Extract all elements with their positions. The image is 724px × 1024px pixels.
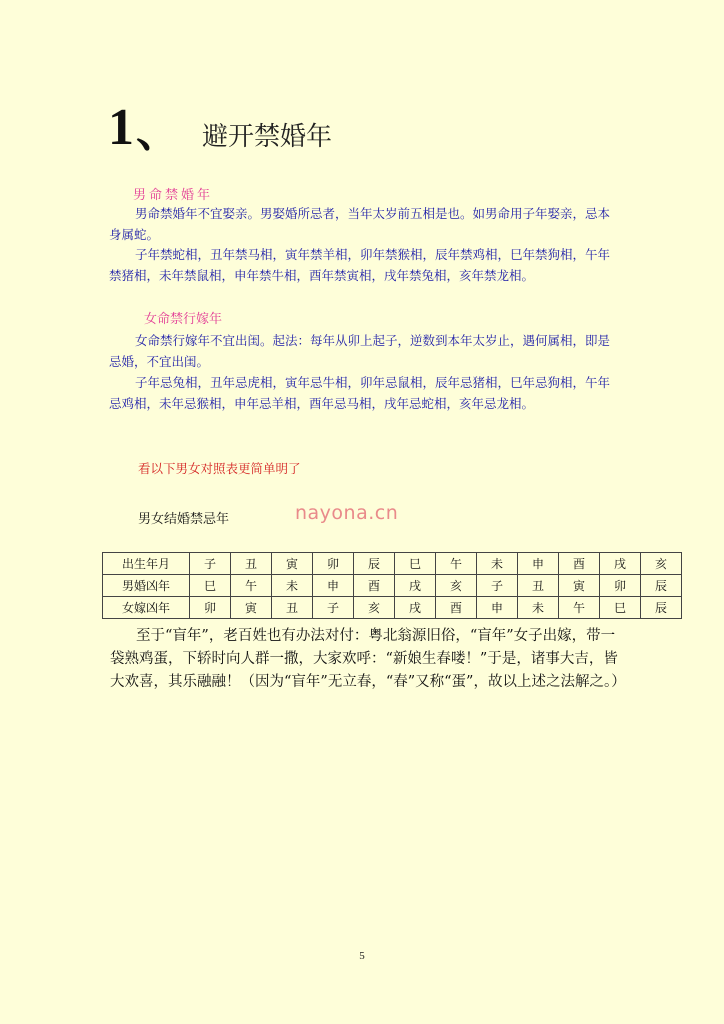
section-title: 避开禁婚年 <box>202 122 333 152</box>
table-cell: 申 <box>477 597 518 619</box>
row-label: 出生年月 <box>103 553 190 575</box>
table-cell: 子 <box>190 553 231 575</box>
male-paragraph-2: 子年禁蛇相，丑年禁马相，寅年禁羊相，卯年禁猴相，辰年禁鸡相，巳年禁狗相，午年禁猪相，未年禁鼠相，申年禁牛相，酉年禁寅相，戌年禁兔相，亥年禁龙相。 <box>109 247 611 283</box>
table-cell: 卯 <box>600 575 641 597</box>
table-cell: 戌 <box>600 553 641 575</box>
table-row <box>103 597 682 619</box>
section-heading <box>108 99 333 157</box>
row-label: 女嫁凶年 <box>103 597 190 619</box>
table-cell: 巳 <box>190 575 231 597</box>
body-paragraph: 至于“盲年”，老百姓也有办法对付：粤北翁源旧俗，“盲年”女子出嫁，带一袋熟鸡蛋，下轿时向人群一撒，大家欢呼：“新娘生春喽！”于是，诸事大吉，皆大欢喜，其乐融融！（因为“盲年”无立春，“春”又称“蛋”，故以上述之法解之。） <box>110 628 626 690</box>
male-paragraph-1: 男命禁婚年不宜娶亲。男娶婚所忌者，当年太岁前五相是也。如男命用子年娶亲，忌本身属蛇。 <box>109 206 611 242</box>
table-cell: 申 <box>518 553 559 575</box>
table-cell: 酉 <box>354 575 395 597</box>
table-cell: 亥 <box>641 553 682 575</box>
section-number: 1 <box>108 99 134 156</box>
section-separator: 、 <box>136 106 180 157</box>
table-cell: 巳 <box>395 553 436 575</box>
table-cell: 戌 <box>395 575 436 597</box>
table-cell: 午 <box>559 597 600 619</box>
table-cell: 午 <box>436 553 477 575</box>
table-cell: 丑 <box>272 597 313 619</box>
table-cell: 辰 <box>641 597 682 619</box>
table-cell: 戌 <box>395 597 436 619</box>
table-cell: 酉 <box>559 553 600 575</box>
page-number: 5 <box>359 950 365 962</box>
male-subhead: 男命禁婚年 <box>133 188 214 203</box>
table-cell: 亥 <box>436 575 477 597</box>
female-paragraph-1: 女命禁行嫁年不宜出闺。起法：每年从卯上起子，逆数到本年太岁止，遇何属相，即是忌婚，不宜出闺。 <box>109 333 611 369</box>
table-cell: 子 <box>313 597 354 619</box>
table-cell: 丑 <box>231 553 272 575</box>
table-cell: 丑 <box>518 575 559 597</box>
table-cell: 寅 <box>559 575 600 597</box>
table-cell: 申 <box>313 575 354 597</box>
table-cell: 寅 <box>272 553 313 575</box>
female-paragraph-2: 子年忌兔相，丑年忌虎相，寅年忌牛相，卯年忌鼠相，辰年忌猪相，巳年忌狗相，午年忌鸡相，未年忌猴相，申年忌羊相，酉年忌马相，戌年忌蛇相，亥年忌龙相。 <box>109 375 611 411</box>
table-cell: 辰 <box>641 575 682 597</box>
table-cell: 卯 <box>190 597 231 619</box>
table-cell: 辰 <box>354 553 395 575</box>
table-cell: 卯 <box>313 553 354 575</box>
table-cell: 亥 <box>354 597 395 619</box>
table-row <box>103 553 682 575</box>
female-subhead: 女命禁行嫁年 <box>144 312 223 327</box>
table-cell: 寅 <box>231 597 272 619</box>
table-caption: 男女结婚禁忌年 <box>138 512 230 527</box>
row-label: 男婚凶年 <box>103 575 190 597</box>
table-cell: 未 <box>272 575 313 597</box>
table-note: 看以下男女对照表更简单明了 <box>138 461 301 476</box>
table-cell: 未 <box>477 553 518 575</box>
table-cell: 未 <box>518 597 559 619</box>
marriage-taboo-table <box>102 552 682 619</box>
watermark-text: nayona.cn <box>295 502 399 524</box>
table-cell: 子 <box>477 575 518 597</box>
table-cell: 酉 <box>436 597 477 619</box>
table-cell: 巳 <box>600 597 641 619</box>
table-cell: 午 <box>231 575 272 597</box>
table-row <box>103 575 682 597</box>
